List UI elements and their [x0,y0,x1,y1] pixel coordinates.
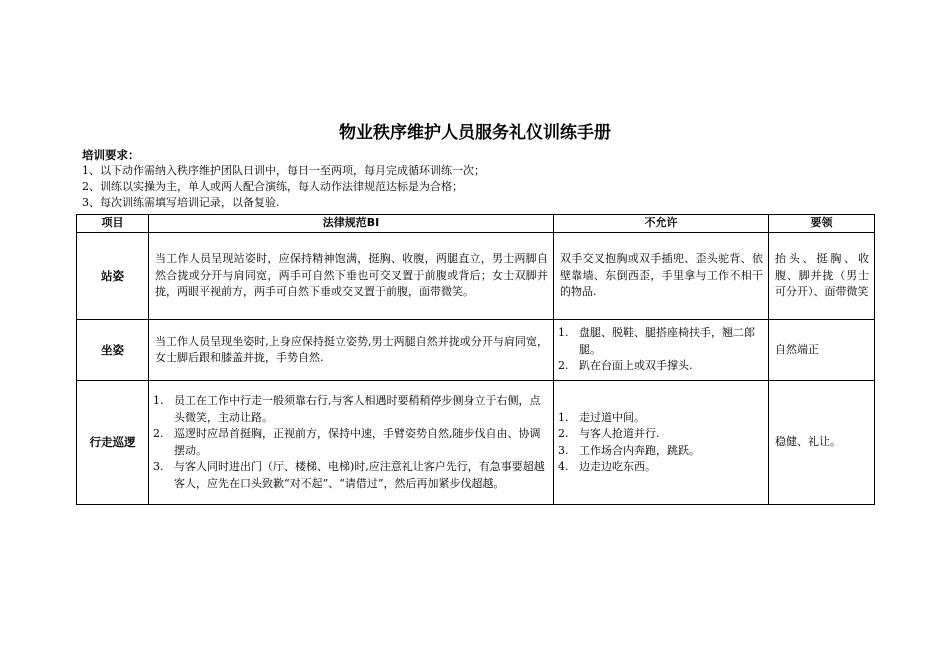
list-text: 与客人同时进出门（厅、楼梯、电梯)时,应注意礼让客户先行，有急事要超越客人，应先在口头致歉“对不起”、“请借过”，然后再加紧步伐超越。 [174,460,545,490]
etiquette-table [76,214,875,505]
row-key-points: 抬头、挺胸、收腹、脚并拢（男士可分开）、面带微笑 [769,233,875,320]
requirement-item: 1、以下动作需纳入秩序维护团队日训中，每日一至两项，每月完成循环训练一次； [82,164,485,177]
list-item [558,443,763,460]
list-number: 3. [153,460,164,473]
row-standard: 当工作人员呈现坐姿时,上身应保持挺立姿势,男士两腿自然并拢或分开与肩同宽，女士脚后跟和膝盖并拢，手势自然. [149,320,554,381]
list-item [153,393,548,426]
list-item [558,426,763,443]
list-item [558,459,763,476]
list-number: 2. [558,427,569,440]
list-text: 工作场合内奔跑，跳跃。 [579,443,700,457]
list-text: 趴在台面上或双手撑头. [579,359,693,373]
list-text: 与客人抢道并行. [579,427,660,440]
table-row [77,381,875,505]
requirement-item: 2、训练以实操为主，单人或两人配合演练，每人动作法律规范达标是为合格； [82,180,463,193]
header-item: 项目 [77,215,149,233]
requirements-heading: 培训要求： [82,148,140,162]
row-standard: 当工作人员呈现站姿时，应保持精神饱满，挺胸、收腹，两腿直立，男士两脚自然合拢或分开与肩同宽，两手可自然下垂也可交叉置于前腹或背后；女士双脚并拢，两眼平视前方，两手可自然下垂或交叉置于前腹，面带微笑。 [149,233,554,320]
row-not-allowed [554,320,769,381]
list-item [153,459,548,492]
list-number: 1. [153,394,164,407]
row-key-points: 稳健、礼让。 [769,381,875,505]
list-number: 3. [558,443,569,457]
list-item [558,325,763,358]
list-text: 巡逻时应昂首挺胸，正视前方，保持中速，手臂姿势自然,随步伐自由、协调摆动。 [174,427,541,457]
not-allowed-list [558,410,763,476]
list-text: 盘腿、脱鞋、腿搭座椅扶手，翘二郎腿。 [579,326,755,356]
header-not-allowed: 不允许 [554,215,769,233]
list-number: 1. [558,326,569,340]
list-number: 4. [558,460,569,473]
header-standard: 法律规范BI [149,215,554,233]
not-allowed-list [558,325,763,375]
table-row [77,320,875,381]
table-row [77,233,875,320]
row-standard [149,381,554,505]
list-number: 2. [558,359,569,373]
row-item: 站姿 [77,233,149,320]
row-not-allowed [554,381,769,505]
row-item: 行走巡逻 [77,381,149,505]
list-text: 员工在工作中行走一般须靠右行,与客人相遇时要稍稍停步侧身立于右侧，点头微笑，主动让路。 [174,394,541,424]
header-key-points: 要领 [769,215,875,233]
requirement-item: 3、每次训练需填写培训记录，以备复验. [82,196,280,209]
row-item: 坐姿 [77,320,149,381]
list-item [153,426,548,459]
list-item [558,358,763,375]
training-requirements [82,148,882,211]
document-title: 物业秩序维护人员服务礼仪训练手册 [339,123,611,143]
standard-list [153,393,548,492]
list-number: 1. [558,410,569,424]
list-text: 走过道中间。 [579,410,645,424]
list-item [558,410,763,427]
list-number: 2. [153,427,164,440]
row-key-points: 自然端正 [769,320,875,381]
row-not-allowed: 双手交叉抱胸或双手插兜、歪头驼背、依壁靠墙、东倒西歪，手里拿与工作不相干的物品. [554,233,769,320]
table-header-row [77,215,875,233]
list-text: 边走边吃东西。 [579,460,656,473]
